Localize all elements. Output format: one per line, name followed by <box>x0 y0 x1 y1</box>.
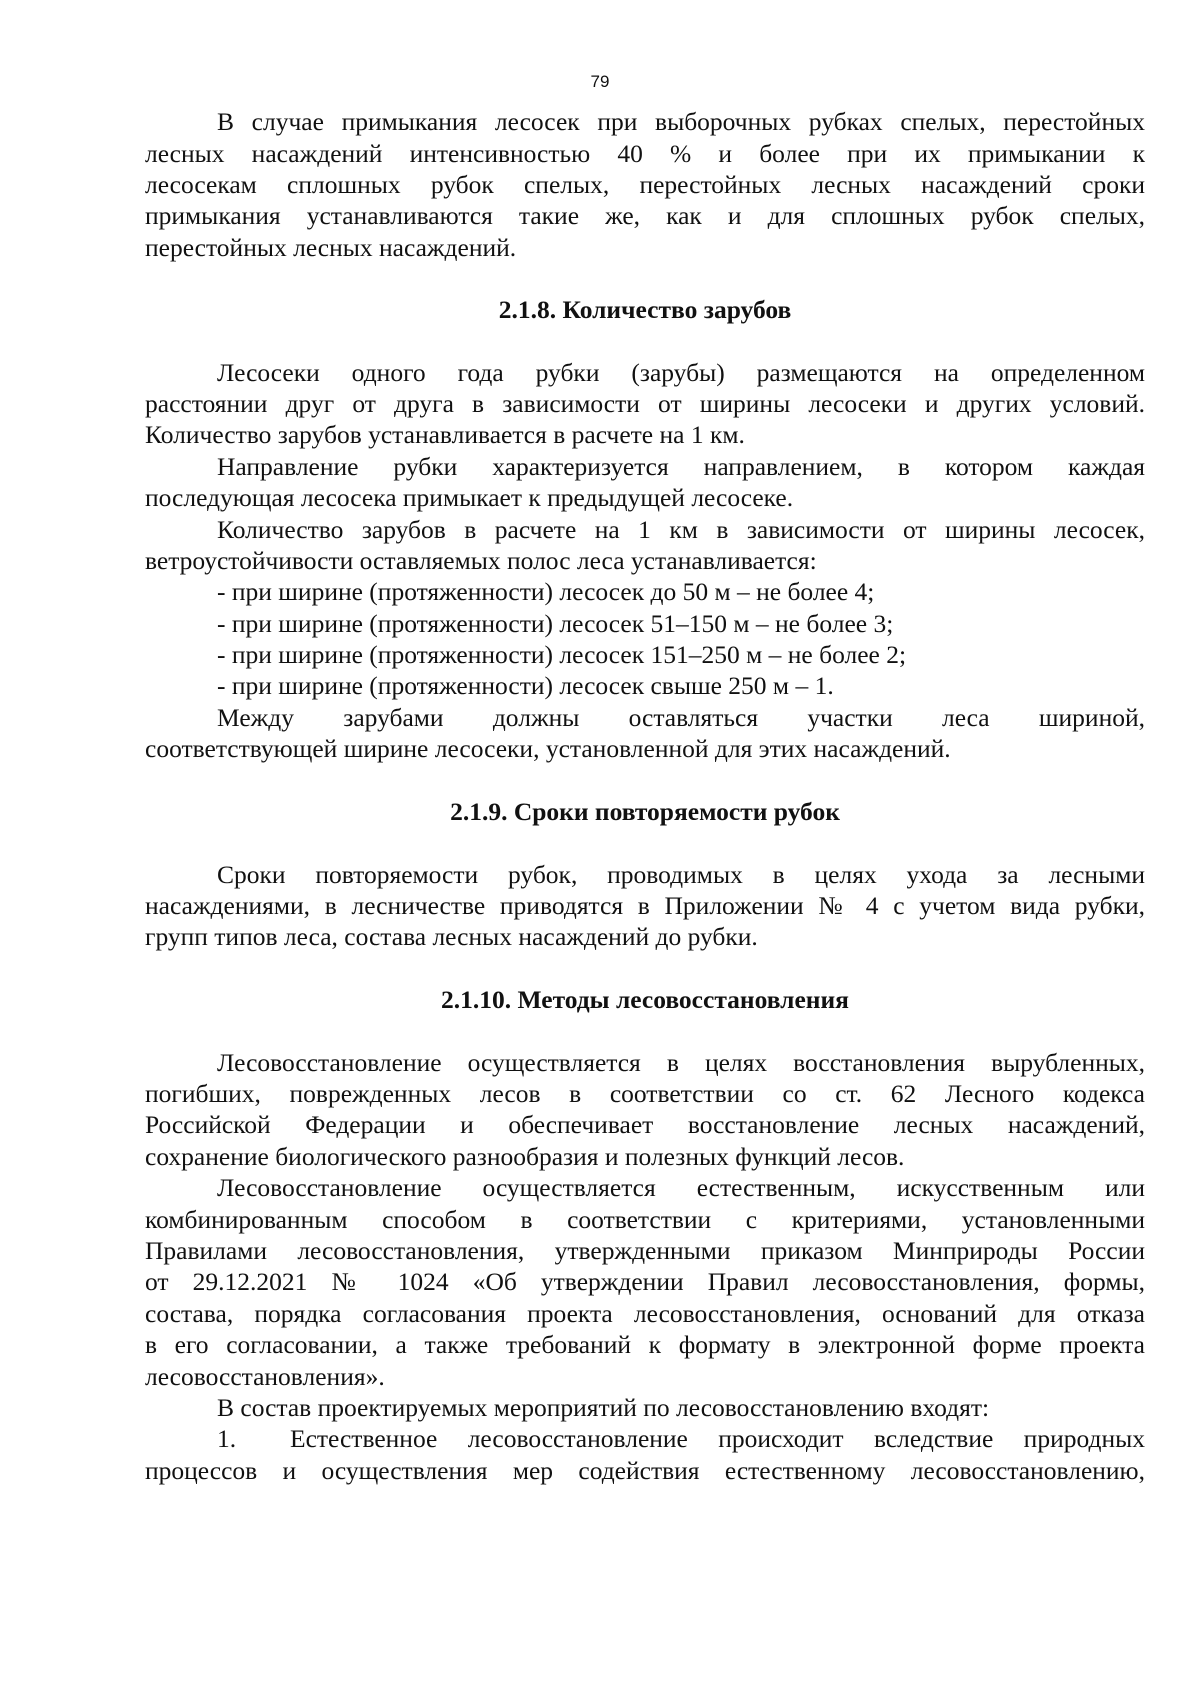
paragraph-line: Лесовосстановление осуществляется естественным, искусственным или <box>217 1173 1145 1202</box>
page-number: 79 <box>590 72 610 91</box>
paragraph-line: процессов и осуществления мер содействия естественному лесовосстановлению, <box>145 1456 1145 1485</box>
paragraph-line: лесных насаждений интенсивностью 40 % и более при их примыкании к <box>145 139 1145 168</box>
paragraph-line: лесовосстановления». <box>145 1362 385 1391</box>
paragraph-line: соответствующей ширине лесосеки, установленной для этих насаждений. <box>145 734 951 763</box>
paragraph-line: погибших, поврежденных лесов в соответствии со ст. 62 Лесного кодекса <box>145 1079 1145 1108</box>
paragraph-line: В случае примыкания лесосек при выборочных рубках спелых, перестойных <box>217 107 1145 136</box>
section-heading-2-1-8: 2.1.8. Количество зарубов <box>498 295 792 324</box>
paragraph-line: последующая лесосека примыкает к предыдущей лесосеке. <box>145 483 794 512</box>
paragraph-line: Лесосеки одного года рубки (зарубы) размещаются на определенном <box>217 358 1145 387</box>
paragraph-line: Количество зарубов в расчете на 1 км в зависимости от ширины лесосек, <box>217 515 1145 544</box>
paragraph-line: перестойных лесных насаждений. <box>145 233 517 262</box>
paragraph-line: расстоянии друг от друга в зависимости от ширины лесосеки и других условий. <box>145 389 1145 418</box>
paragraph-line: В состав проектируемых мероприятий по лесовосстановлению входят: <box>217 1393 990 1422</box>
paragraph-line: состава, порядка согласования проекта лесовосстановления, оснований для отказа <box>145 1299 1145 1328</box>
paragraph-line: примыкания устанавливаются такие же, как и для сплошных рубок спелых, <box>145 201 1145 230</box>
paragraph-line: сохранение биологического разнообразия и полезных функций лесов. <box>145 1142 905 1171</box>
list-item: - при ширине (протяженности) лесосек до 50 м – не более 4; <box>217 577 875 606</box>
paragraph-line: в его согласовании, а также требований к формату в электронной форме проекта <box>145 1330 1145 1359</box>
paragraph-line: Между зарубами должны оставляться участки леса шириной, <box>217 703 1145 732</box>
numbered-item-marker: 1. <box>217 1424 237 1453</box>
paragraph-line: насаждениями, в лесничестве приводятся в Приложении № 4 с учетом вида рубки, <box>145 891 1145 920</box>
paragraph-line: групп типов леса, состава лесных насаждений до рубки. <box>145 922 758 951</box>
paragraph-line: Количество зарубов устанавливается в расчете на 1 км. <box>145 420 745 449</box>
paragraph-line: ветроустойчивости оставляемых полос леса устанавливается: <box>145 546 817 575</box>
paragraph-line: Направление рубки характеризуется направлением, в котором каждая <box>217 452 1145 481</box>
list-item: - при ширине (протяженности) лесосек 51–150 м – не более 3; <box>217 609 894 638</box>
numbered-item-line: Естественное лесовосстановление происходит вследствие природных <box>290 1424 1145 1453</box>
paragraph-line: лесосекам сплошных рубок спелых, перестойных лесных насаждений сроки <box>145 170 1145 199</box>
paragraph-line: Правилами лесовосстановления, утвержденными приказом Минприроды России <box>145 1236 1145 1265</box>
section-heading-2-1-9: 2.1.9. Сроки повторяемости рубок <box>450 797 840 826</box>
section-heading-2-1-10: 2.1.10. Методы лесовосстановления <box>441 985 849 1014</box>
paragraph-line: Лесовосстановление осуществляется в целях восстановления вырубленных, <box>217 1048 1145 1077</box>
list-item: - при ширине (протяженности) лесосек 151–250 м – не более 2; <box>217 640 907 669</box>
paragraph-line: Российской Федерации и обеспечивает восстановление лесных насаждений, <box>145 1110 1145 1139</box>
paragraph-line: Сроки повторяемости рубок, проводимых в целях ухода за лесными <box>217 860 1145 889</box>
paragraph-line: комбинированным способом в соответствии с критериями, установленными <box>145 1205 1145 1234</box>
list-item: - при ширине (протяженности) лесосек свыше 250 м – 1. <box>217 671 834 700</box>
paragraph-line: от 29.12.2021 № 1024 «Об утверждении Правил лесовосстановления, формы, <box>145 1267 1145 1296</box>
